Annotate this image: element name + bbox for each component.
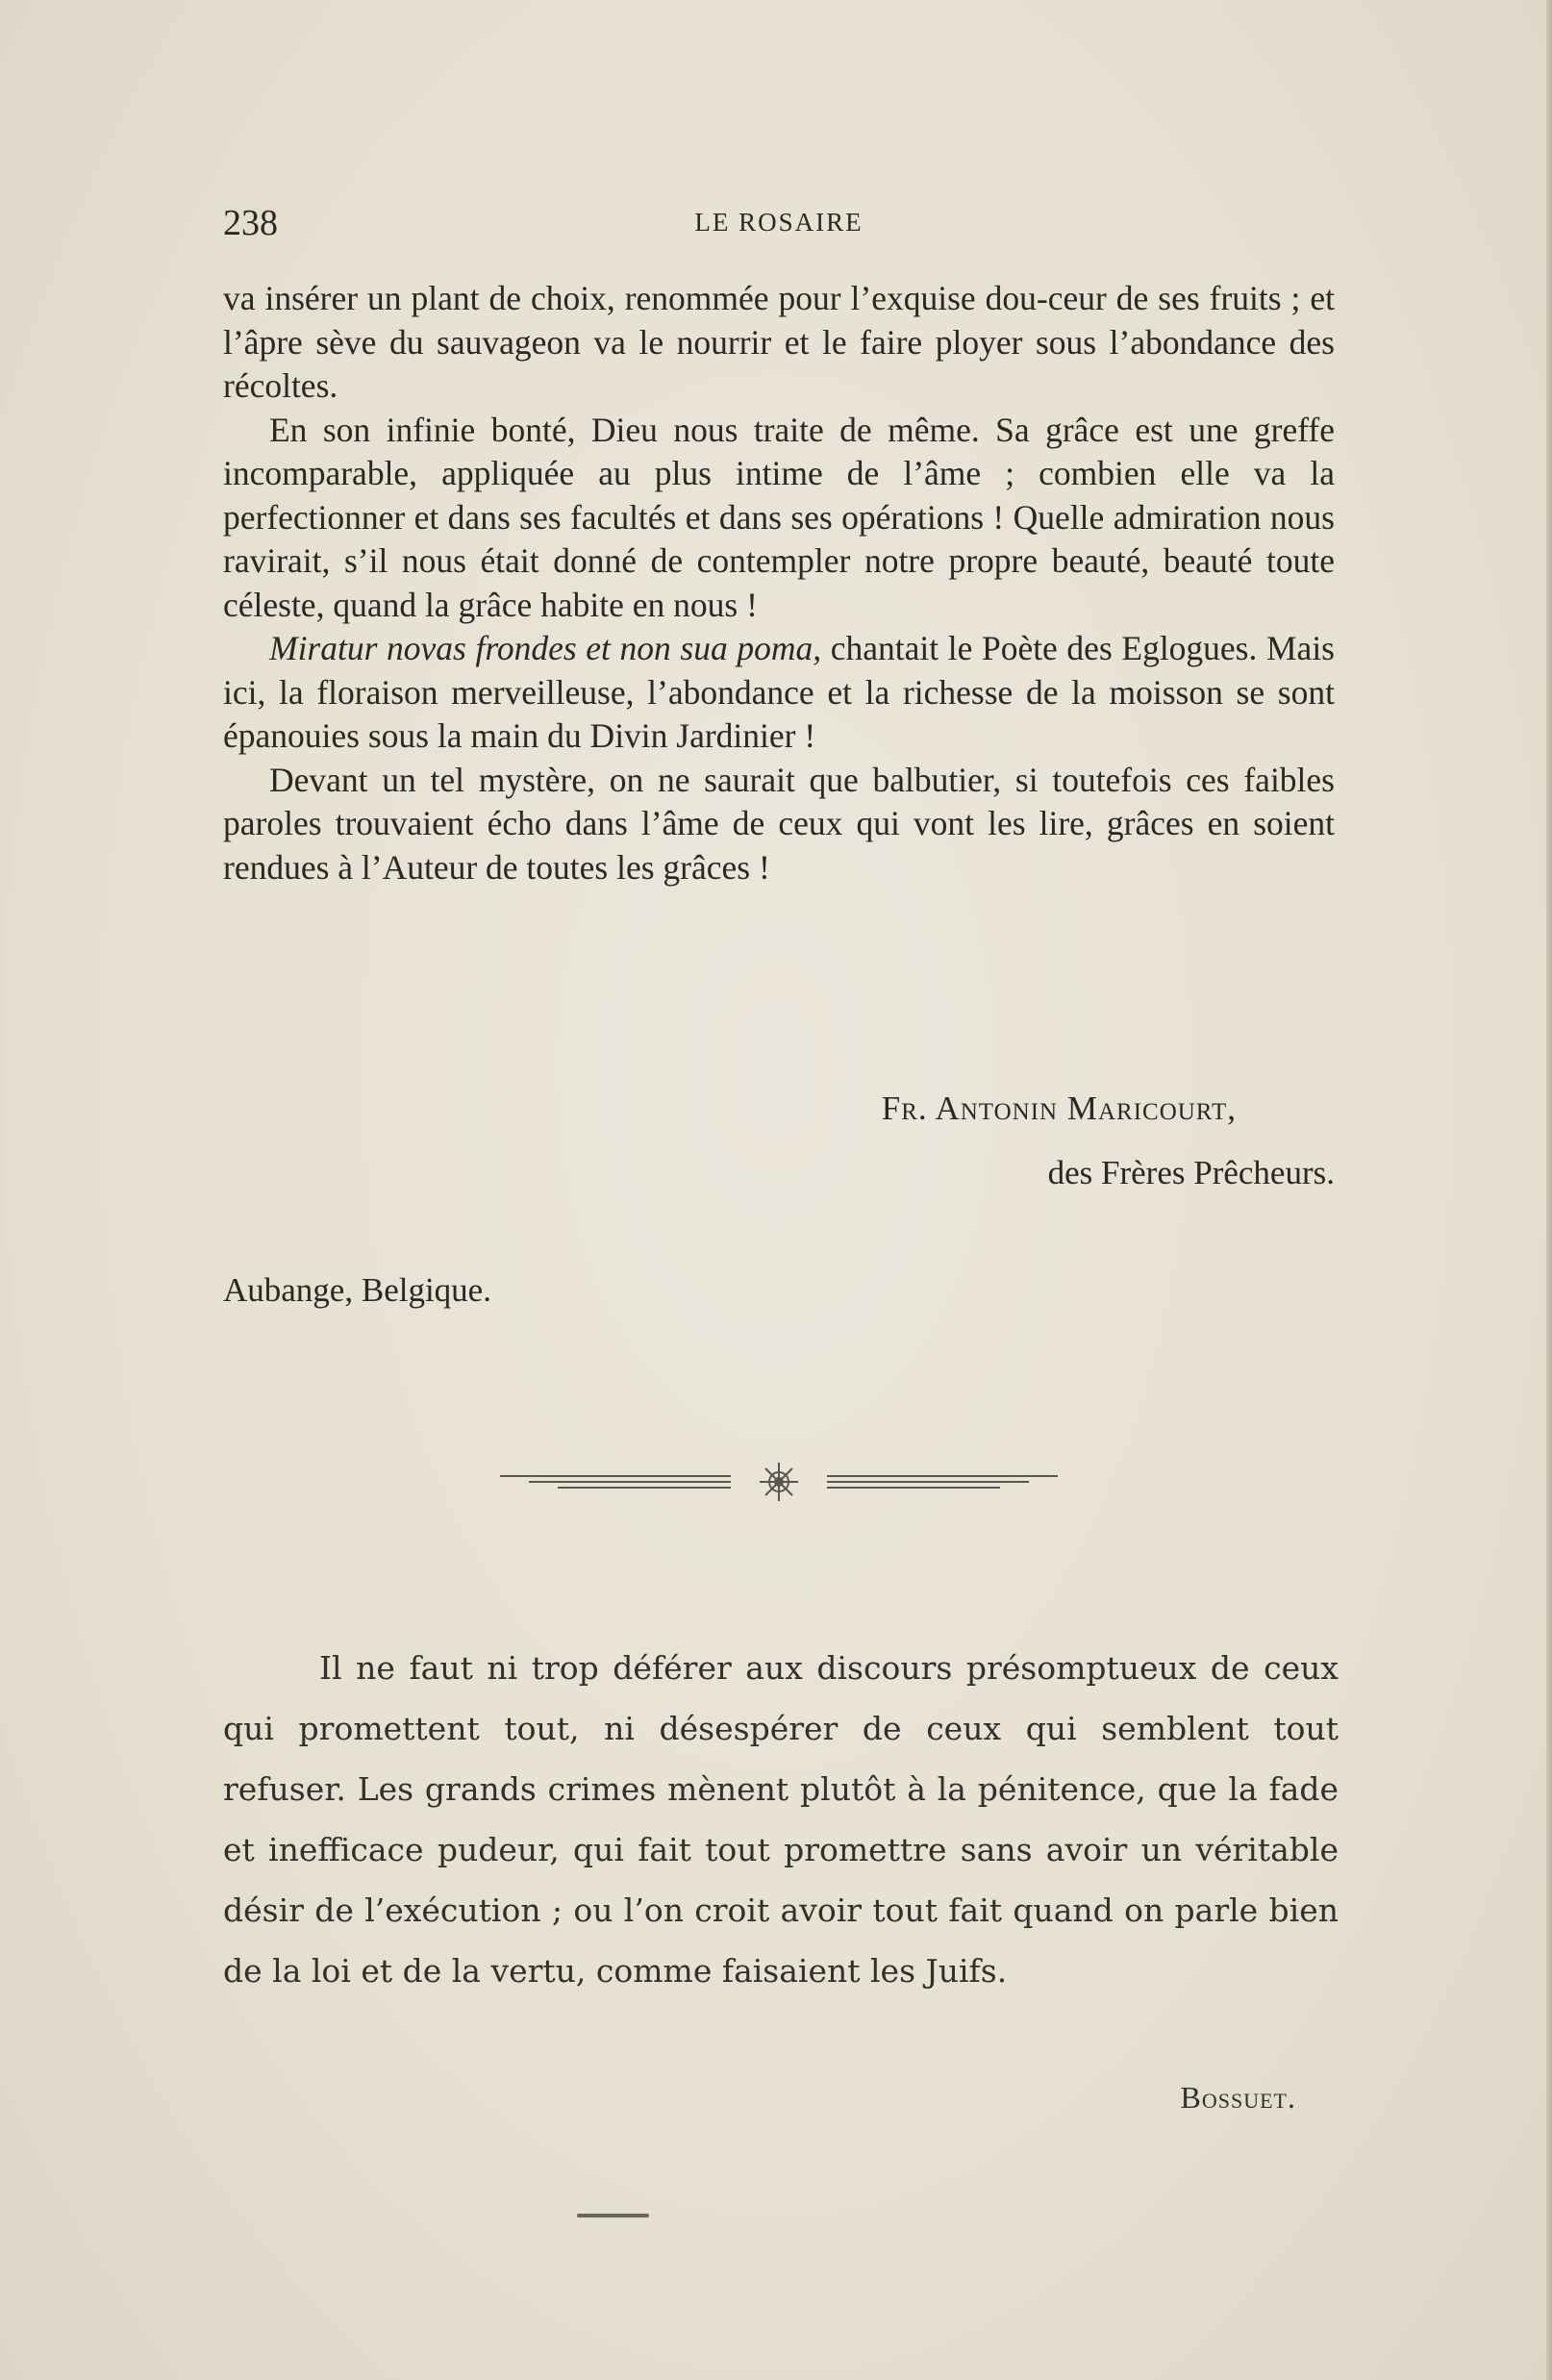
- quote-author: Bossuet.: [1180, 2080, 1296, 2115]
- signature-order: des Frères Prêcheurs.: [1047, 1154, 1335, 1191]
- page-number: 238: [223, 203, 278, 243]
- paragraph-2: En son infinie bonté, Dieu nous traite de même. Sa grâce est une greffe incomparable, appliquée au plus intime de l’âme ; combien elle va la perfectionner et dans ses facultés et dans ses opérations ! Quelle admiration nous ravirait, s’il nous était donné de contempler notre propre beauté, beauté toute céleste, quand la grâce habite en nous !: [223, 410, 1335, 624]
- place-line: Aubange, Belgique.: [223, 1271, 491, 1309]
- page-edge: [1546, 0, 1552, 2380]
- body-text: [223, 277, 1335, 889]
- quote-block: [223, 1638, 1339, 2001]
- signature-name: Fr. Antonin Maricourt,: [881, 1090, 1237, 1127]
- page-header: [223, 202, 1335, 250]
- paragraph-4: Devant un tel mystère, on ne saurait que balbutier, si toutefois ces faibles paroles trouvaient écho dans l’âme de ceux qui vont les lire, grâces en soient rendues à l’Auteur de toutes les grâces !: [223, 760, 1335, 887]
- ornament-divider: [500, 1457, 1058, 1505]
- paragraph-1: va insérer un plant de choix, renommée pour l’exquise dou-ceur de ses fruits ; et l’âpre sève du sauvageon va le nourrir et le faire ployer sous l’abondance des récoltes.: [223, 279, 1335, 405]
- quote-text: Il ne faut ni trop déférer aux discours présomptueux de ceux qui promettent tout, ni désespérer de ceux qui semblent tout refuser. Les grands crimes mènent plutôt à la pénitence, que la fade et inefficace pudeur, qui fait tout promettre sans avoir un véritable désir de l’exécution ; ou l’on croit avoir tout fait quand on parle bien de la loi et de la vertu, comme faisaient les Juifs.: [223, 1649, 1339, 1990]
- running-title: LE ROSAIRE: [694, 208, 864, 237]
- paragraph-3: [223, 627, 1335, 759]
- latin-quote: Miratur novas frondes et non sua poma,: [269, 629, 822, 667]
- bottom-mark: [577, 2214, 649, 2217]
- paragraph-3-text: chantait le Poète des Eglogues. Mais ici, la floraison merveilleuse, l’abondance et la richesse de la moisson se sont épanouies sous la main du Divin Jardinier !: [223, 629, 1335, 755]
